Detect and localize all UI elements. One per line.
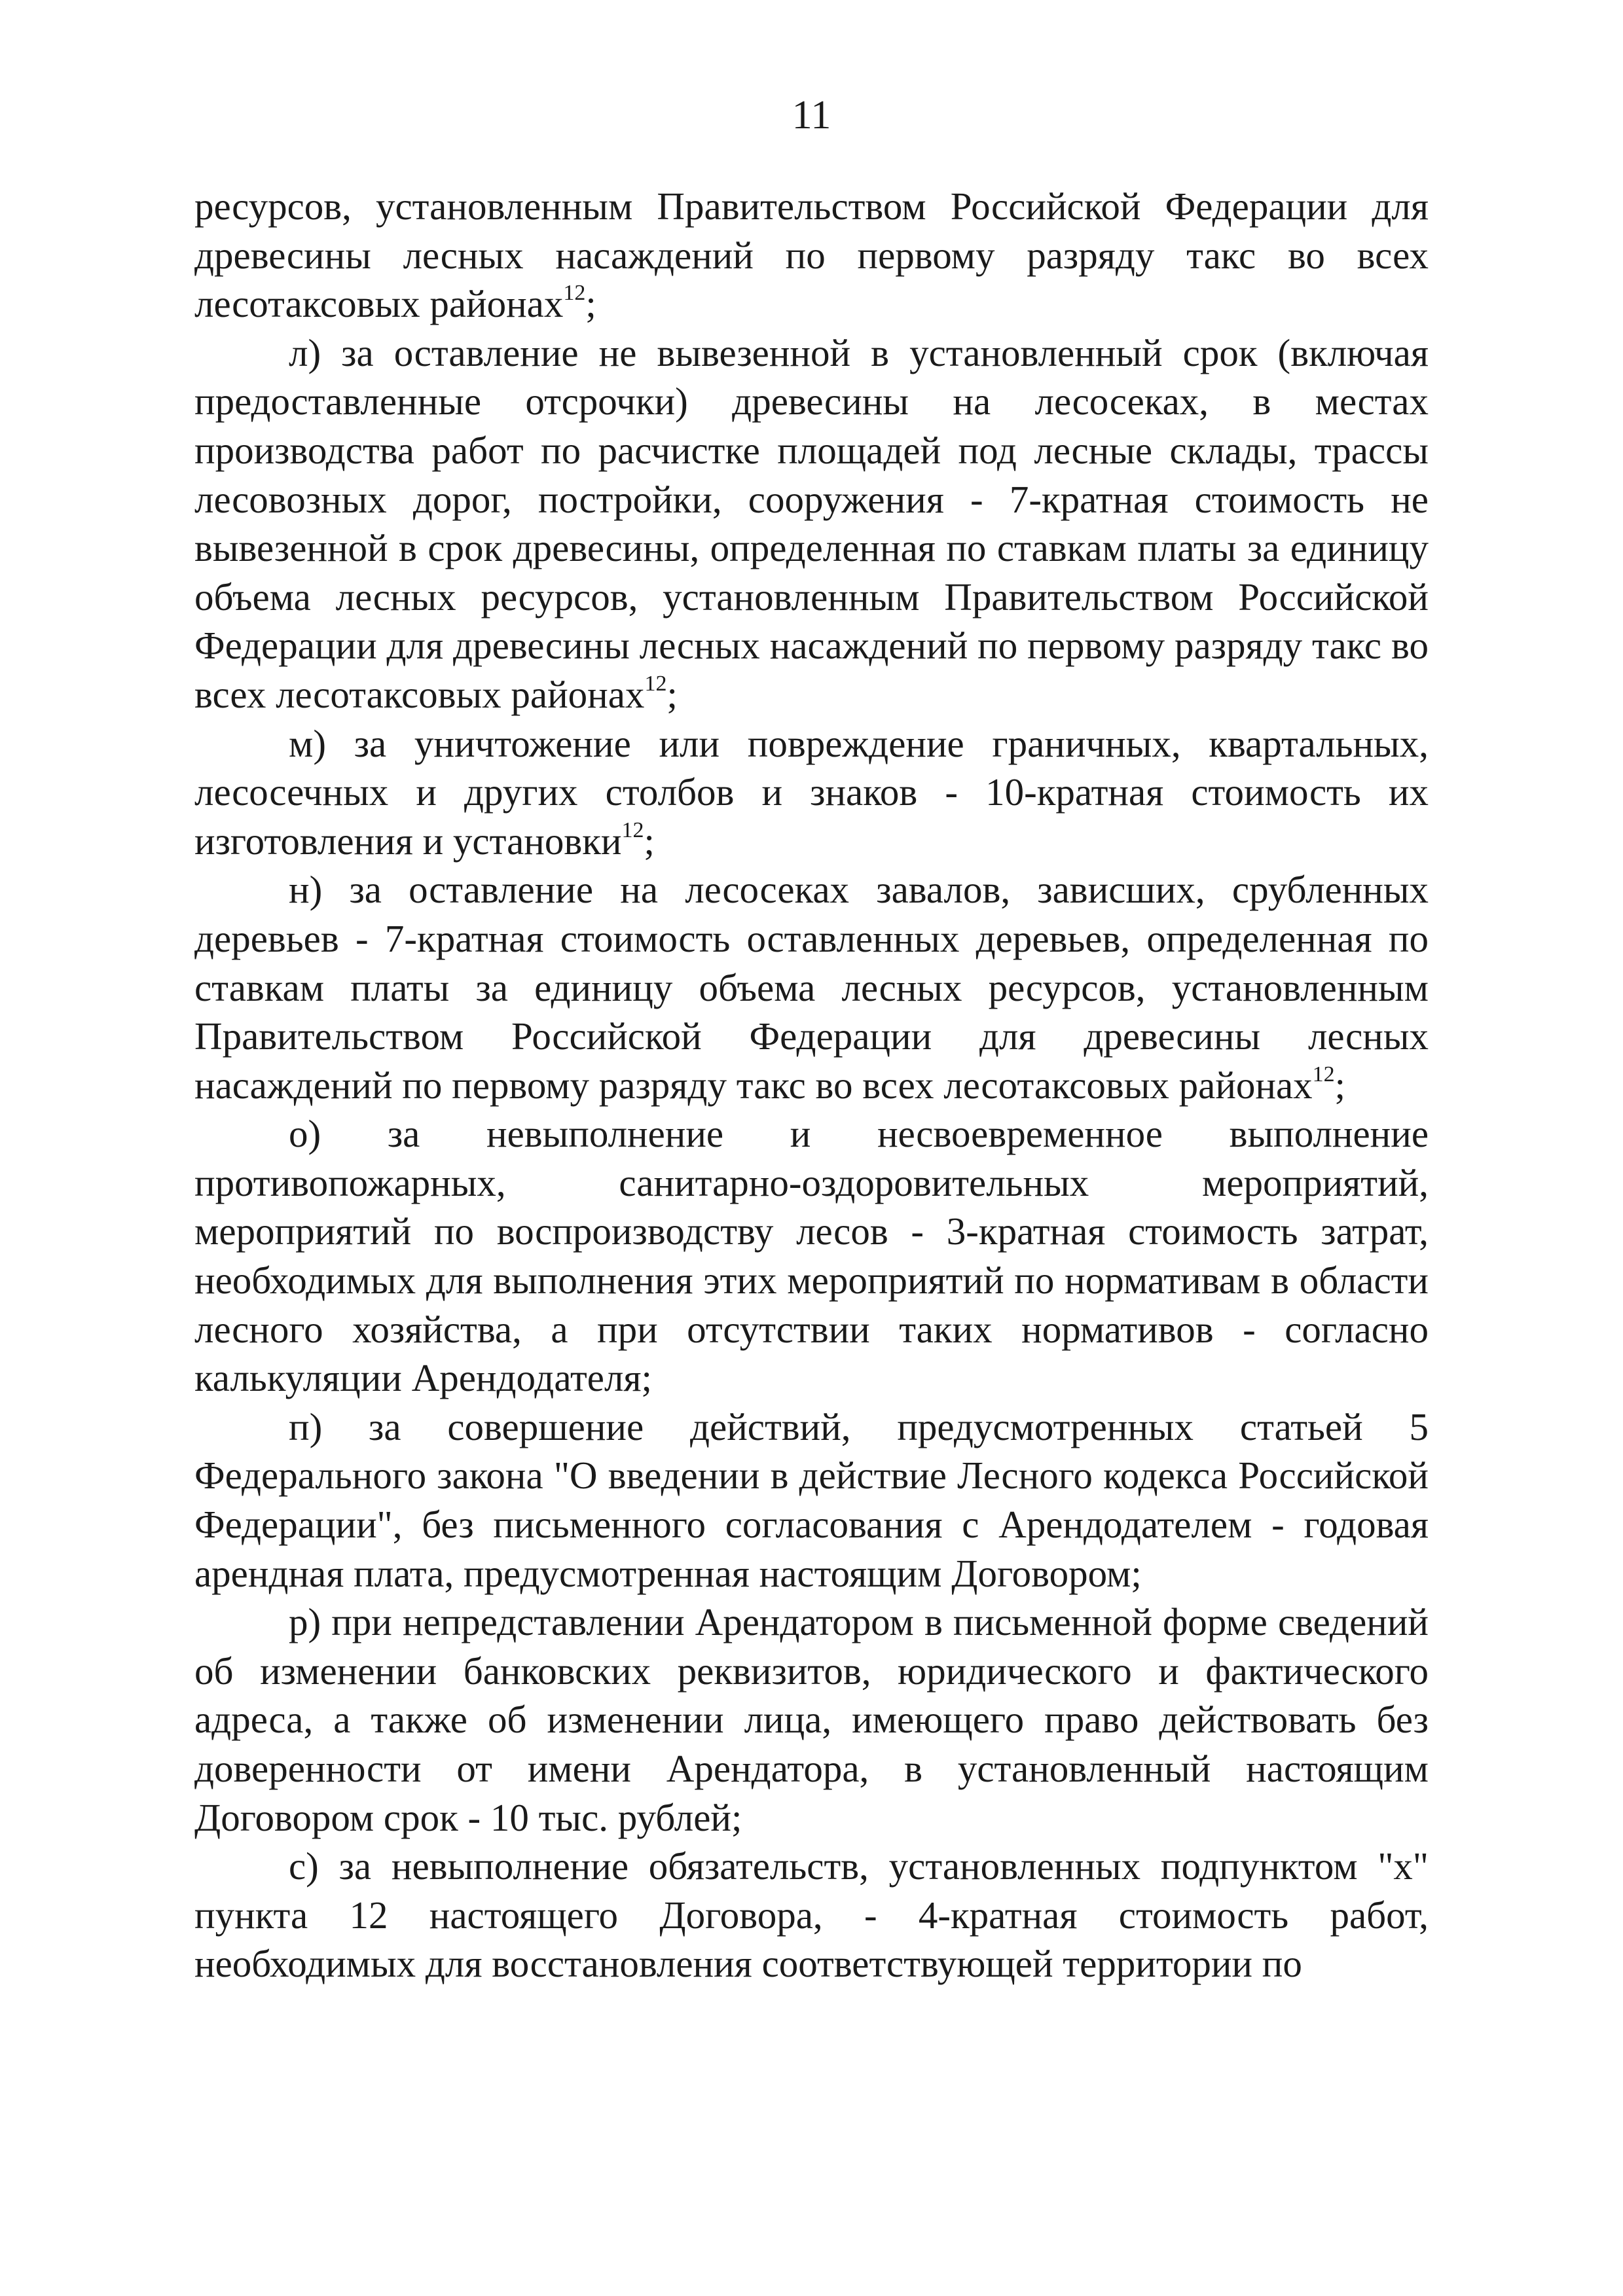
- paragraph-text: н) за оставление на лесосеках завалов, зависших, срубленных деревьев - 7-кратная стоимость оставленных деревьев, определенная по ставкам платы за единицу объема лесных ресурсов, установленным Правительством Российской Федерации для древесины лесных насаждений по первому разряду такс во всех лесотаксовых районах: [194, 868, 1429, 1107]
- paragraph-tail: ;: [644, 819, 655, 863]
- paragraph-item-p: [194, 1403, 1429, 1598]
- footnote-ref[interactable]: 12: [563, 281, 586, 306]
- paragraph-continuation: [194, 182, 1429, 329]
- paragraph-item-m: [194, 719, 1429, 866]
- paragraph-text: р) при непредставлении Арендатором в письменной форме сведений об изменении банковских реквизитов, юридического и фактического адреса, а также об изменении лица, имеющего право действовать без доверенности от имени Арендатора, в установленный настоящим Договором срок - 10 тыс. рублей;: [194, 1600, 1429, 1839]
- page-number: 11: [792, 93, 831, 137]
- paragraph-text: о) за невыполнение и несвоевременное выполнение противопожарных, санитарно-оздоровительных мероприятий, мероприятий по воспроизводству лесов - 3-кратная стоимость затрат, необходимых для выполнения этих мероприятий по нормативам в области лесного хозяйства, а при отсутствии таких нормативов - согласно калькуляции Арендодателя;: [194, 1112, 1429, 1400]
- paragraph-text: с) за невыполнение обязательств, установленных подпунктом "х" пункта 12 настоящего Договора, - 4-кратная стоимость работ, необходимых для восстановления соответствующей территории по: [194, 1844, 1429, 1986]
- paragraph-item-s: [194, 1842, 1429, 1988]
- paragraph-text: м) за уничтожение или повреждение граничных, квартальных, лесосечных и других столбов и знаков - 10-кратная стоимость их изготовления и установки: [194, 721, 1429, 863]
- footnote-ref[interactable]: 12: [621, 817, 644, 842]
- footnote-ref[interactable]: 12: [644, 671, 667, 696]
- paragraph-text: ресурсов, установленным Правительством Российской Федерации для древесины лесных насаждений по первому разряду такс во всех лесотаксовых районах: [194, 185, 1429, 326]
- paragraph-tail: ;: [585, 282, 596, 326]
- paragraph-item-r: [194, 1598, 1429, 1842]
- paragraph-item-n: [194, 865, 1429, 1109]
- paragraph-text: п) за совершение действий, предусмотренных статьей 5 Федерального закона "О введении в действие Лесного кодекса Российской Федерации", без письменного согласования с Арендодателем - годовая арендная плата, предусмотренная настоящим Договором;: [194, 1405, 1429, 1595]
- paragraph-item-o: [194, 1109, 1429, 1403]
- paragraph-tail: ;: [1334, 1063, 1346, 1107]
- footnote-ref[interactable]: 12: [1312, 1062, 1335, 1086]
- paragraph-item-l: [194, 329, 1429, 719]
- paragraph-tail: ;: [666, 672, 678, 716]
- document-body: [194, 182, 1429, 1988]
- paragraph-text: л) за оставление не вывезенной в установленный срок (включая предоставленные отсрочки) древесины на лесосеках, в местах производства работ по расчистке площадей под лесные склады, трассы лесовозных дорог, постройки, сооружения - 7-кратная стоимость не вывезенной в срок древесины, определенная по ставкам платы за единицу объема лесных ресурсов, установленным Правительством Российской Федерации для древесины лесных насаждений по первому разряду такс во всех лесотаксовых районах: [194, 331, 1429, 716]
